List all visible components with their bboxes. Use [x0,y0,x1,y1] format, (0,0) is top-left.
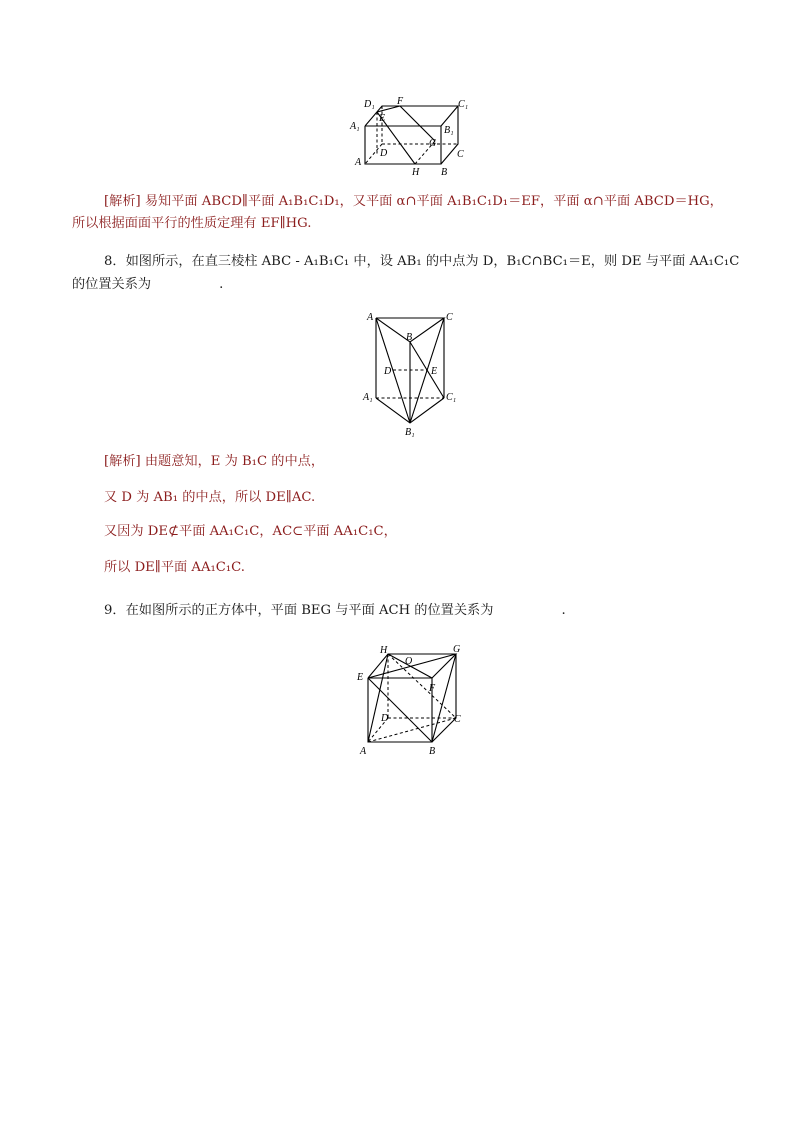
analysis-8-line-3: 又因为 DE⊄平面 AA₁C₁C，AC⊂平面 AA₁C₁C， [104,524,397,539]
question-8-prompt: 的位置关系为 [72,277,152,292]
label-C: C [446,312,453,323]
question-9-line-1 [104,599,566,623]
label-B: B [429,746,436,757]
label-E: E [379,113,386,124]
label-D: D [381,713,389,724]
label-D: D [380,148,388,159]
question-8-period: . [219,277,224,292]
label-C1: C₁ [446,392,457,403]
analysis-8-line-2: 又 D 为 AB₁ 的中点，所以 DE∥AC. [104,490,316,505]
label-C: C [454,714,461,725]
label-O: O [405,656,413,667]
label-B: B [406,332,413,343]
label-E: E [357,672,364,683]
question-8-line-1: 8．如图所示，在直三棱柱 ABC - A₁B₁C₁ 中，设 AB₁ 的中点为 D，B₁C∩BC₁＝E，则 DE 与平面 AA₁C₁C [104,254,740,269]
figure-cube [352,640,467,758]
question-9-period: . [561,603,566,618]
label-A: A [360,746,367,757]
label-D1: D₁ [364,99,375,110]
label-D: D [384,366,392,377]
label-H: H [380,645,388,656]
label-A1: A₁ [363,392,373,403]
label-F: F [397,96,404,107]
question-8-line-2 [72,273,223,297]
figure-triangular-prism [360,310,470,440]
label-A: A [355,157,362,168]
label-A: A [367,312,374,323]
label-G: G [429,138,437,149]
analysis-8-line-1: [解析] 由题意知，E 为 B₁C 的中点， [104,454,325,469]
analysis-7-line-1: [解析] 易知平面 ABCD∥平面 A₁B₁C₁D₁，又平面 α∩平面 A₁B₁C₁D₁＝EF，平面 α∩平面 ABCD＝HG， [104,194,723,209]
label-B1: B₁ [444,125,454,136]
label-C: C [457,149,464,160]
analysis-7-line-2: 所以根据面面平行的性质定理有 EF∥HG. [72,216,312,231]
label-E: E [431,366,438,377]
figure-cuboid-section [345,95,475,180]
label-C1: C₁ [458,99,469,110]
label-H: H [412,167,420,178]
label-B1: B₁ [405,427,415,438]
analysis-8-line-4: 所以 DE∥平面 AA₁C₁C. [104,560,245,575]
label-A1: A₁ [350,121,360,132]
label-G: G [453,644,461,655]
question-9-prompt: 9．在如图所示的正方体中，平面 BEG 与平面 ACH 的位置关系为 [104,603,494,618]
label-B: B [441,167,448,178]
label-F: F [429,683,436,694]
